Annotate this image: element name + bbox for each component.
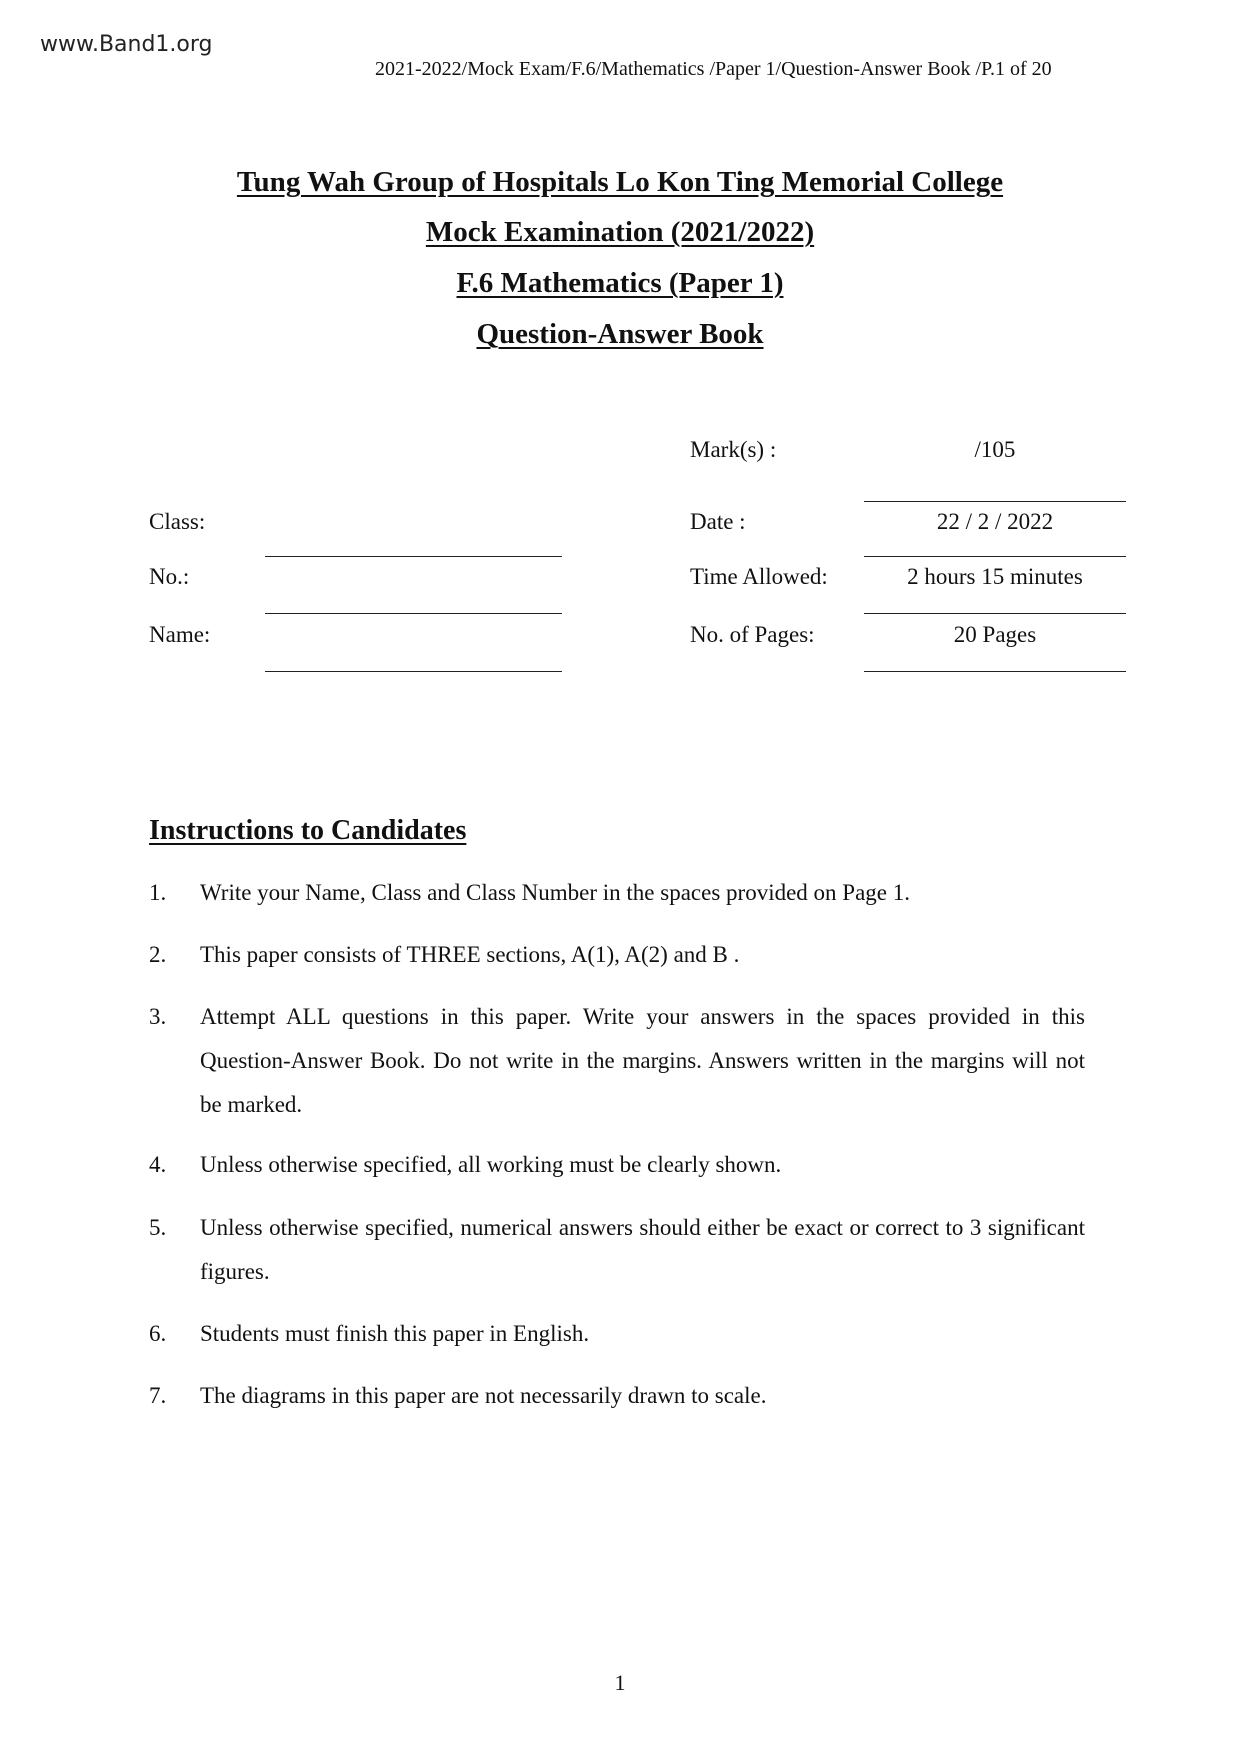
item-text: Attempt ALL questions in this paper. Write your answers in the spaces provided in this Question-Answer Book. Do not write in the margins. Answers written in the margins will not be marked. [200,1004,1085,1117]
instruction-item [149,1143,1085,1187]
instructions-heading: Instructions to Candidates [149,815,467,846]
no-line[interactable] [265,613,562,614]
pages-line [864,671,1126,672]
name-line[interactable] [265,671,562,672]
marks-value: /105 [974,437,1016,462]
instruction-item [149,1206,1085,1294]
item-text: Write your Name, Class and Class Number in the spaces provided on Page 1. [200,880,911,905]
item-text: The diagrams in this paper are not necessarily drawn to scale. [200,1383,767,1408]
item-text: Unless otherwise specified, all working must be clearly shown. [200,1152,782,1177]
date-line [864,556,1126,557]
item-number: 6. [149,1321,167,1346]
name-label: Name: [149,622,211,647]
item-number: 1. [149,880,167,905]
date-value: 22 / 2 / 2022 [936,509,1054,534]
class-label: Class: [149,509,206,534]
time-label: Time Allowed: [690,564,828,589]
time-value: 2 hours 15 minutes [907,564,1083,589]
instruction-item [149,933,1085,977]
item-number: 3. [149,1004,167,1029]
exam-title: Mock Examination (2021/2022) [425,216,815,248]
item-number: 7. [149,1383,167,1408]
subject-title: F.6 Mathematics (Paper 1) [456,267,784,299]
item-number: 4. [149,1152,167,1177]
item-number: 2. [149,942,167,967]
item-text: This paper consists of THREE sections, A(1), A(2) and B . [200,942,740,967]
marks-line [864,501,1126,502]
pages-label: No. of Pages: [690,622,815,647]
instruction-item [149,995,1085,1127]
no-label: No.: [149,564,190,589]
instruction-item [149,1374,1085,1418]
date-label: Date : [690,509,746,534]
running-header: 2021-2022/Mock Exam/F.6/Mathematics /Paper 1/Question-Answer Book /P.1 of 20 [375,58,1052,80]
time-line [864,613,1126,614]
pages-value: 20 Pages [953,622,1037,647]
school-title: Tung Wah Group of Hospitals Lo Kon Ting Memorial College [236,166,1004,198]
class-line[interactable] [265,556,562,557]
marks-label: Mark(s) : [690,437,777,462]
book-title: Question-Answer Book [476,318,764,350]
item-number: 5. [149,1215,167,1240]
instruction-item [149,1312,1085,1356]
item-text: Unless otherwise specified, numerical answers should either be exact or correct to 3 significant figures. [200,1215,1085,1284]
page-number: 1 [614,1670,626,1695]
watermark: www.Band1.org [40,32,213,57]
instruction-item [149,871,1085,915]
item-text: Students must finish this paper in English. [200,1321,590,1346]
